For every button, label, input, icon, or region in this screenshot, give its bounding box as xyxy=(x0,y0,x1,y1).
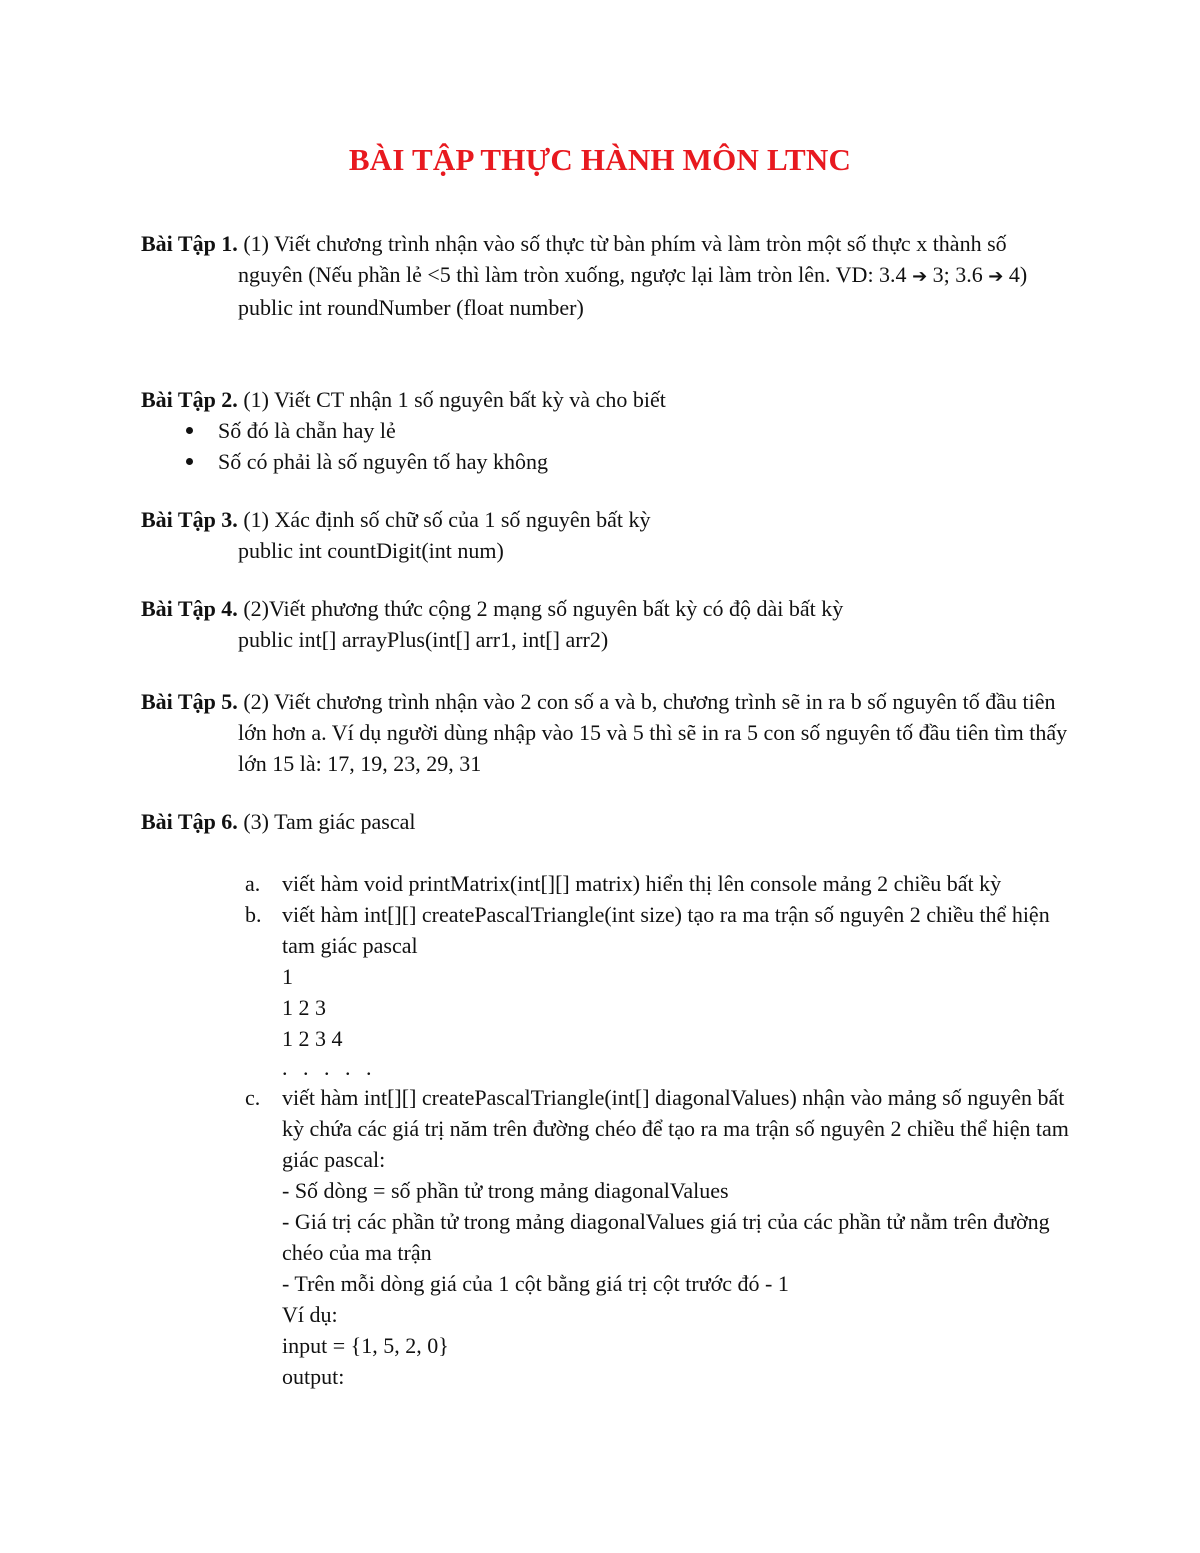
exercise-3-text: (1) Xác định số chữ số của 1 số nguyên bất kỳ xyxy=(237,507,651,532)
exercise-5-heading: Bài Tập 5. xyxy=(141,689,238,714)
exercise-4 xyxy=(141,593,1071,655)
part-marker: a. xyxy=(245,871,261,896)
list-item-text: Số có phải là số nguyên tố hay không xyxy=(218,449,548,474)
exercise-1-statement xyxy=(141,228,1071,292)
exercise-6-part-b xyxy=(141,899,1071,1082)
arrow-icon: ➔ xyxy=(912,266,928,287)
exercise-2 xyxy=(141,384,1071,477)
exercise-5-text: (2) Viết chương trình nhận vào 2 con số a và b, chương trình sẽ in ra b số nguyên tố đầu tiên lớn hơn a. Ví dụ người dùng nhập vào 15 và 5 thì sẽ in ra 5 con số nguyên tố đầu tiên tìm thấy lớn 15 là: 17, 19, 23, 29, 31 xyxy=(237,689,1068,776)
part-marker: b. xyxy=(245,902,262,927)
list-item xyxy=(141,446,1071,477)
exercise-4-code: public int[] arrayPlus(int[] arr1, int[] arr2) xyxy=(238,627,609,652)
bullet-icon xyxy=(186,427,193,434)
exercise-6-parts xyxy=(141,868,1071,1392)
exercise-6-part-c xyxy=(141,1082,1071,1392)
exercise-2-statement xyxy=(141,384,1071,415)
exercise-3-code: public int countDigit(int num) xyxy=(238,538,504,563)
bullet-icon xyxy=(186,458,193,465)
pascal-ellipsis: . . . . . xyxy=(282,1055,377,1080)
part-marker: c. xyxy=(245,1085,261,1110)
pascal-row: 1 2 3 xyxy=(282,995,326,1020)
pascal-row: 1 2 3 4 xyxy=(282,1026,343,1051)
part-c-line: input = {1, 5, 2, 0} xyxy=(282,1333,449,1358)
exercise-6-heading: Bài Tập 6. xyxy=(141,809,238,834)
part-c-line: Ví dụ: xyxy=(282,1302,338,1327)
exercise-1-text-b: 3; 3.6 xyxy=(927,262,989,287)
exercise-2-text: (1) Viết CT nhận 1 số nguyên bất kỳ và cho biết xyxy=(237,387,666,412)
part-text: viết hàm int[][] createPascalTriangle(int size) tạo ra ma trận số nguyên 2 chiều thể hiện tam giác pascal xyxy=(282,902,1050,958)
exercise-3-heading: Bài Tập 3. xyxy=(141,507,238,532)
exercise-4-heading: Bài Tập 4. xyxy=(141,596,238,621)
exercise-5 xyxy=(141,686,1071,779)
exercise-6 xyxy=(141,806,1071,837)
exercise-1-code: public int roundNumber (float number) xyxy=(238,295,584,320)
part-text: viết hàm int[][] createPascalTriangle(int[] diagonalValues) nhận vào mảng số nguyên bất kỳ chứa các giá trị năm trên đường chéo để tạo ra ma trận số nguyên 2 chiều thể hiện tam giác pascal: xyxy=(282,1085,1069,1172)
list-item xyxy=(141,415,1071,446)
page-title: BÀI TẬP THỰC HÀNH MÔN LTNC xyxy=(348,142,852,177)
exercise-1-text-c: 4) xyxy=(1003,262,1028,287)
part-c-line: - Trên mỗi dòng giá của 1 cột bằng giá trị cột trước đó - 1 xyxy=(282,1271,789,1296)
part-c-line: output: xyxy=(282,1364,345,1389)
exercise-1-heading: Bài Tập 1. xyxy=(141,231,238,256)
part-c-line: - Số dòng = số phần tử trong mảng diagonalValues xyxy=(282,1178,729,1203)
exercise-6-statement xyxy=(141,806,1071,837)
exercise-4-statement xyxy=(141,593,1071,624)
part-text: viết hàm void printMatrix(int[][] matrix) hiển thị lên console mảng 2 chiều bất kỳ xyxy=(282,871,1002,896)
exercise-3-statement xyxy=(141,504,1071,535)
list-item-text: Số đó là chẵn hay lẻ xyxy=(218,418,396,443)
exercise-1 xyxy=(141,228,1071,323)
exercise-6-text: (3) Tam giác pascal xyxy=(237,809,416,834)
exercise-5-statement xyxy=(141,686,1071,779)
exercise-6-part-a xyxy=(141,868,1071,899)
arrow-icon: ➔ xyxy=(988,266,1004,287)
part-c-line: - Giá trị các phần tử trong mảng diagonalValues giá trị của các phần tử nằm trên đường chéo của ma trận xyxy=(282,1209,1050,1265)
exercise-1-text-a: (1) Viết chương trình nhận vào số thực từ bàn phím và làm tròn một số thực x thành số nguyên (Nếu phần lẻ <5 thì làm tròn xuống, ngược lại làm tròn lên. VD: 3.4 xyxy=(237,231,1007,287)
exercise-2-heading: Bài Tập 2. xyxy=(141,387,238,412)
exercise-3 xyxy=(141,504,1071,566)
pascal-row: 1 xyxy=(282,964,293,989)
exercise-4-text: (2)Viết phương thức cộng 2 mạng số nguyên bất kỳ có độ dài bất kỳ xyxy=(237,596,844,621)
